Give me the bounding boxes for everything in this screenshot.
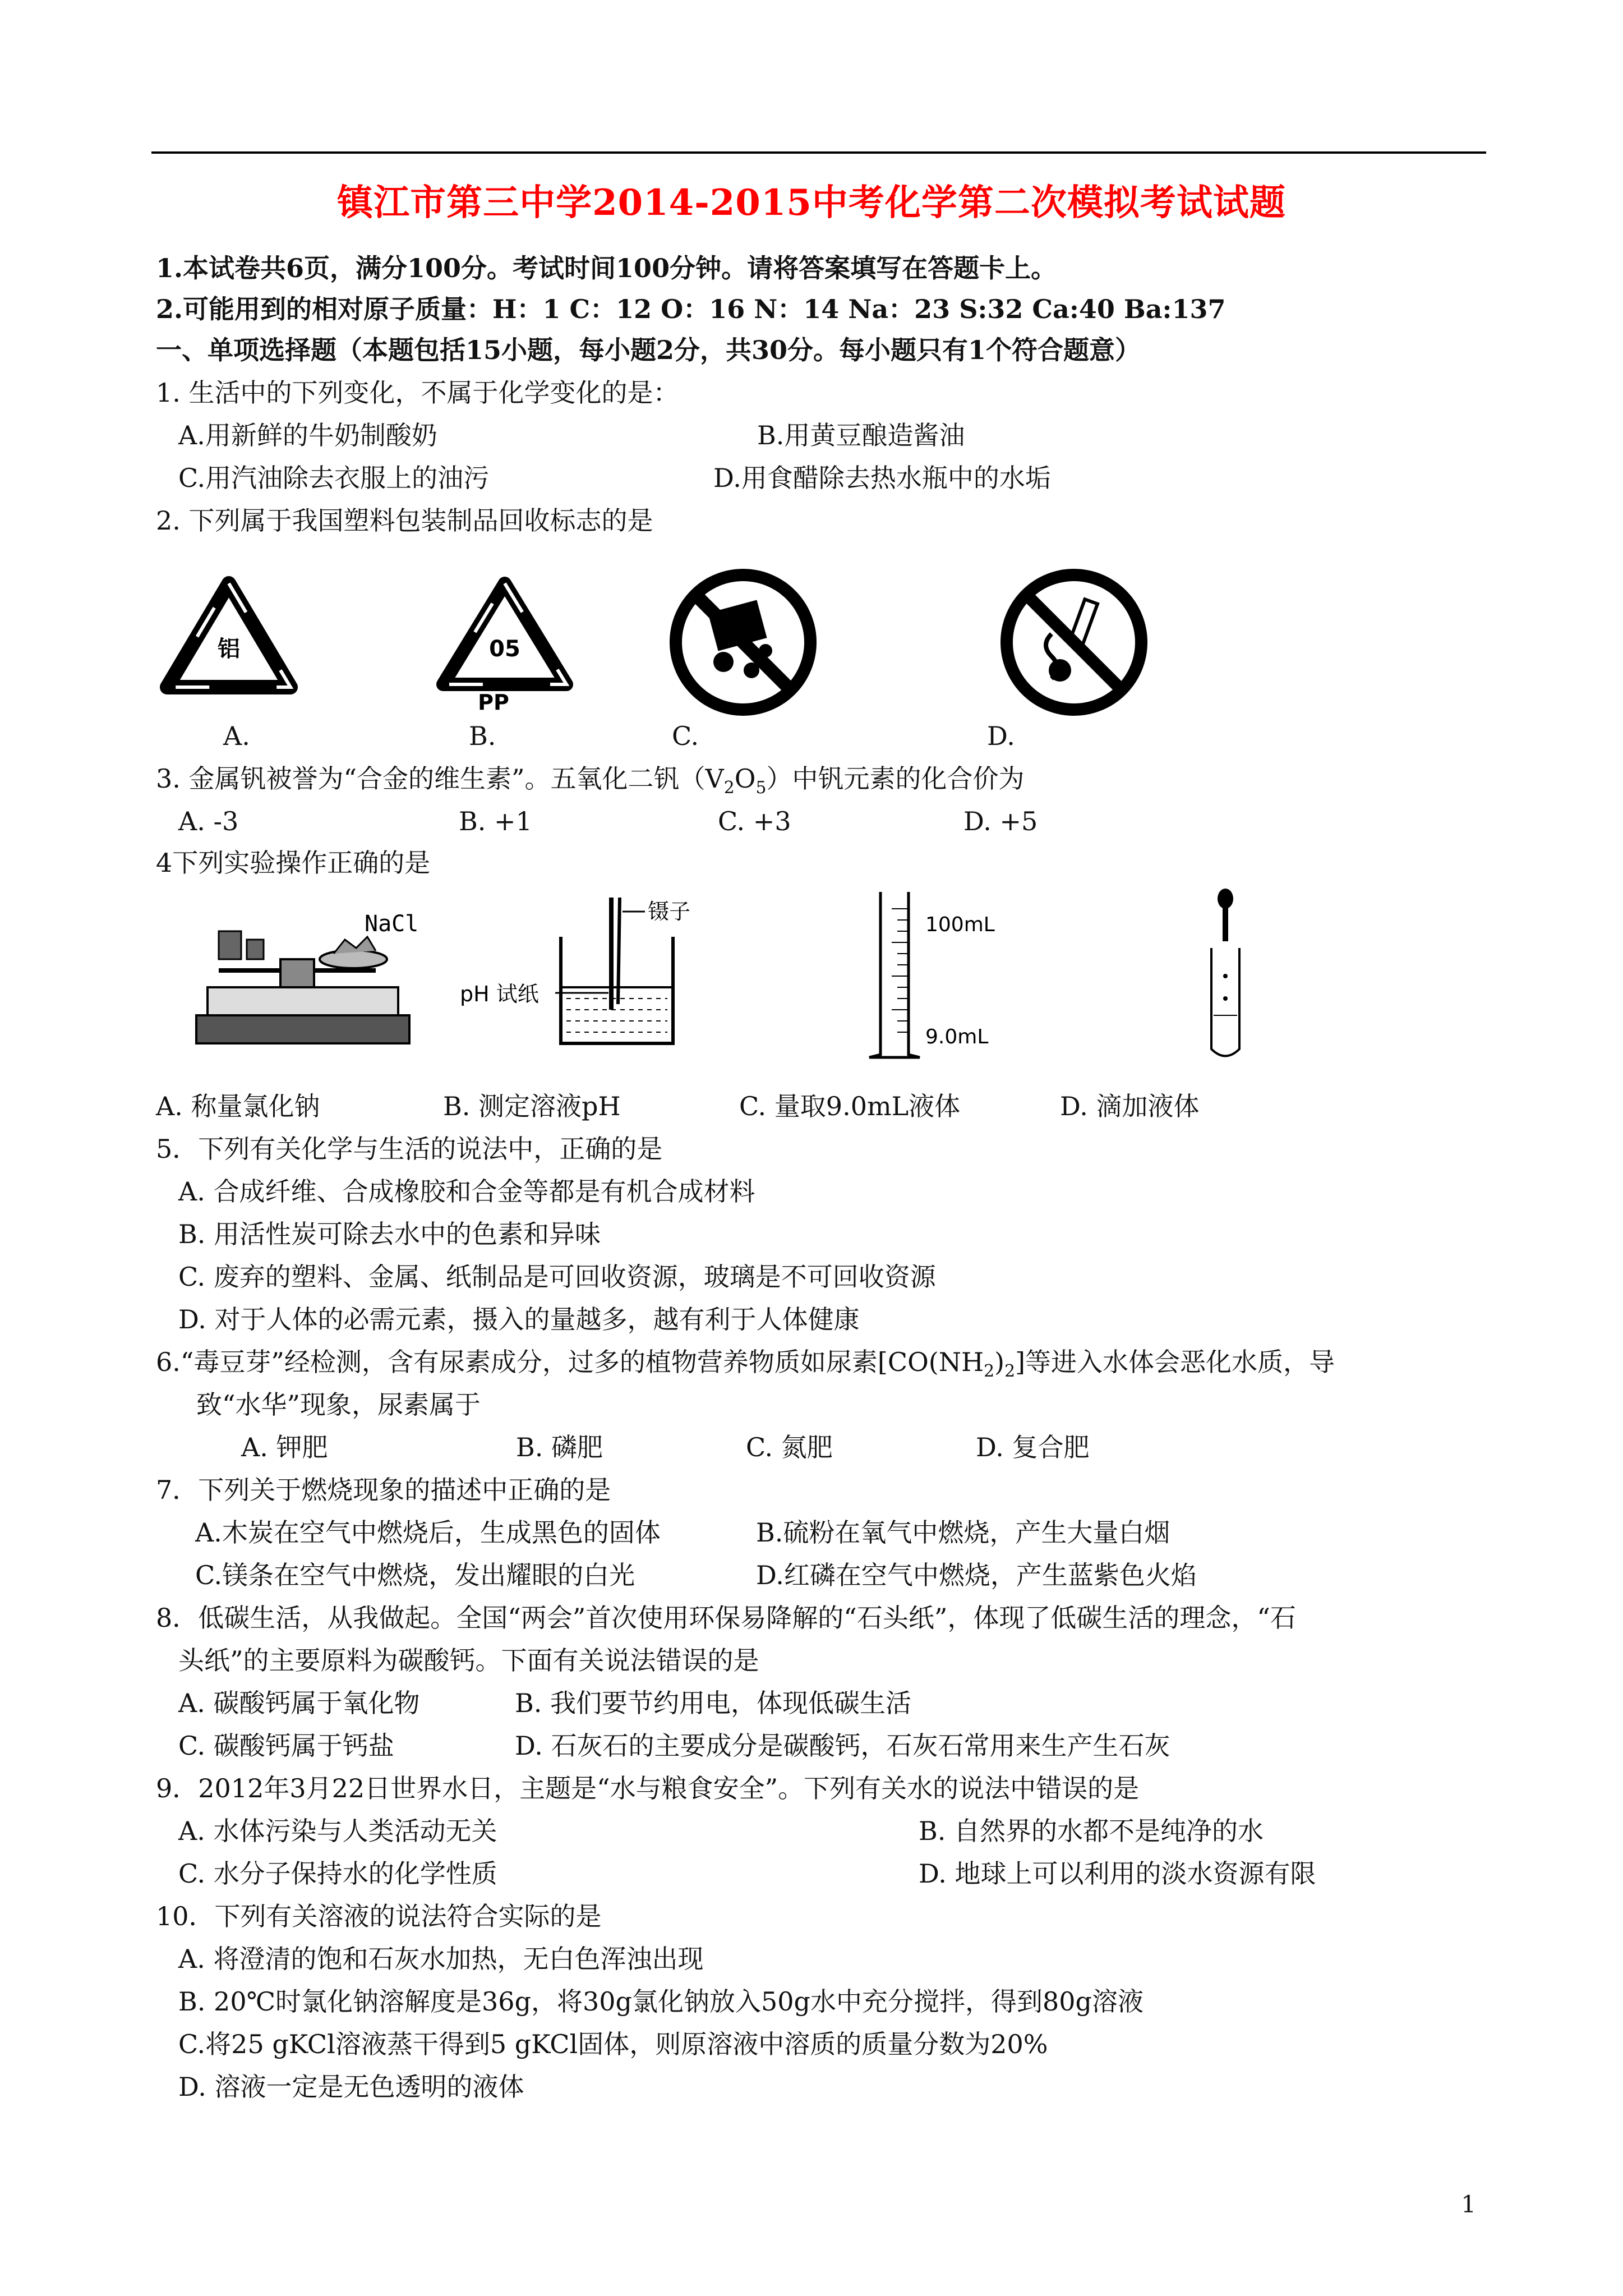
recycle-pp-icon	[432, 572, 578, 712]
q8-option-b: B. 我们要节约用电，体现低碳生活	[515, 1688, 912, 1718]
q1-option-d: D.用食醋除去热水瓶中的水垢	[713, 463, 1051, 493]
graduated-cylinder-illustration	[858, 886, 1049, 1066]
q2-stem: 2. 下列属于我国塑料包装制品回收标志的是	[156, 505, 653, 536]
q9-option-a: A. 水体污染与人类活动无关	[178, 1816, 497, 1846]
q9-stem: 9．2012年3月22日世界水日，主题是“水与粮食安全”。下列有关水的说法中错误的是	[156, 1773, 1140, 1803]
recycle-aluminum-icon	[156, 572, 302, 701]
page-title: 镇江市第三中学2014-2015中考化学第二次模拟考试试题	[337, 182, 1286, 224]
icon-a-label: 铝	[218, 636, 240, 662]
q1-option-a: A.用新鲜的牛奶制酸奶	[178, 420, 437, 450]
q1-option-b: B.用黄豆酿造酱油	[757, 420, 965, 450]
q5-option-d: D. 对于人体的必需元素，摄入的量越多，越有利于人体健康	[178, 1304, 860, 1335]
q2-option-a: A.	[223, 721, 250, 751]
q7-option-a: A.木炭在空气中燃烧后，生成黑色的固体	[195, 1517, 661, 1548]
q8-option-d: D. 石灰石的主要成分是碳酸钙，石灰石常用来生产生石灰	[515, 1731, 1170, 1761]
q5-option-a: A. 合成纤维、合成橡胶和合金等都是有机合成材料	[178, 1176, 755, 1207]
ph-paper-label: pH 试纸	[460, 982, 539, 1006]
q1-option-c: C.用汽油除去衣服上的油污	[178, 463, 490, 493]
nacl-label: NaCl	[365, 911, 419, 937]
q5-option-c: C. 废弃的塑料、金属、纸制品是可回收资源，玻璃是不可回收资源	[178, 1262, 936, 1292]
q9-option-b: B. 自然界的水都不是纯净的水	[919, 1816, 1264, 1846]
q5-stem: 5．下列有关化学与生活的说法中，正确的是	[156, 1134, 663, 1164]
q7-option-c: C.镁条在空气中燃烧，发出耀眼的白光	[195, 1560, 635, 1590]
q8-stem: 8．低碳生活，从我做起。全国“两会”首次使用环保易降解的“石头纸”，体现了低碳生活的理念，“石	[156, 1603, 1296, 1633]
q1-stem: 1. 生活中的下列变化，不属于化学变化的是：	[156, 378, 679, 408]
q9-option-d: D. 地球上可以利用的淡水资源有限	[919, 1858, 1316, 1889]
q2-option-c: C.	[672, 721, 699, 751]
page-number: 1	[1461, 2191, 1476, 2218]
note-2: 2.可能用到的相对原子质量：H：1 C：12 O：16 N：14 Na：23 S:32 Ca:40 Ba:137	[156, 294, 1226, 324]
q9-option-c: C. 水分子保持水的化学性质	[178, 1858, 497, 1889]
ph-test-illustration	[454, 892, 701, 1055]
section-heading: 一、单项选择题（本题包括15小题，每小题2分，共30分。每小题只有1个符合题意）	[156, 335, 1141, 365]
q6-stem-cont: 致“水华”现象，尿素属于	[196, 1389, 481, 1420]
q4-option-c: C. 量取9.0mL液体	[739, 1091, 961, 1121]
top-rule	[151, 151, 1486, 154]
volume-100-label: 100mL	[925, 913, 995, 936]
q7-stem: 7．下列关于燃烧现象的描述中正确的是	[156, 1475, 611, 1505]
q10-option-c: C.将25 gKCl溶液蒸干得到5 gKCl固体，则原溶液中溶质的质量分数为20%	[178, 2029, 1048, 2059]
q3-option-a: A. -3	[178, 806, 239, 836]
no-littering-icon	[667, 567, 819, 718]
q2-option-b: B.	[469, 721, 496, 751]
dropper-testtube-illustration	[1200, 886, 1251, 1066]
q10-stem: 10．下列有关溶液的说法符合实际的是	[156, 1901, 602, 1931]
q10-option-b: B. 20℃时氯化钠溶解度是36g，将30g氯化钠放入50g水中充分搅拌，得到80g溶液	[178, 1986, 1144, 2017]
q8-option-a: A. 碳酸钙属于氧化物	[178, 1688, 420, 1718]
balance-scale-illustration	[185, 903, 426, 1055]
q3-option-d: D. +5	[963, 806, 1038, 836]
tweezer-label: 镊子	[648, 899, 691, 924]
no-smoking-icon	[998, 567, 1150, 718]
q10-option-d: D. 溶液一定是无色透明的液体	[178, 2072, 524, 2102]
q7-option-b: B.硫粉在氧气中燃烧，产生大量白烟	[756, 1517, 1170, 1548]
q4-option-d: D. 滴加液体	[1060, 1091, 1200, 1121]
q5-option-b: B. 用活性炭可除去水中的色素和异味	[178, 1219, 601, 1249]
q4-stem: 4下列实验操作正确的是	[156, 848, 431, 878]
q8-stem-cont: 头纸”的主要原料为碳酸钙。下面有关说法错误的是	[178, 1645, 759, 1676]
icon-b-pp: PP	[478, 690, 509, 712]
q6-option-a: A. 钾肥	[241, 1432, 328, 1462]
q3-option-c: C. +3	[718, 806, 791, 836]
icon-b-code: 05	[489, 636, 520, 662]
q6-option-d: D. 复合肥	[976, 1432, 1090, 1462]
note-1: 1.本试卷共6页，满分100分。考试时间100分钟。请将答案填写在答题卡上。	[156, 253, 1057, 283]
q3-option-b: B. +1	[459, 806, 532, 836]
q4-option-b: B. 测定溶液pH	[443, 1091, 621, 1121]
q4-option-a: A. 称量氯化钠	[156, 1091, 320, 1121]
volume-9-label: 9.0mL	[925, 1025, 989, 1048]
q6-option-b: B. 磷肥	[516, 1432, 603, 1462]
q7-option-d: D.红磷在空气中燃烧，产生蓝紫色火焰	[756, 1560, 1197, 1590]
q10-option-a: A. 将澄清的饱和石灰水加热，无白色浑浊出现	[178, 1944, 704, 1974]
q2-option-d: D.	[987, 721, 1015, 751]
q6-option-c: C. 氮肥	[746, 1432, 833, 1462]
q3-stem: 3. 金属钒被誉为“合金的维生素”。五氧化二钒$(V_2O_5)$中钒元素的化合价为	[156, 763, 1025, 798]
q6-stem: 6.“毒豆芽”经检测，含有尿素成分，过多的植物营养物质如尿素$[CO(NH_2)_2]$等进入水体会恶化水质，导	[156, 1347, 1335, 1382]
q8-option-c: C. 碳酸钙属于钙盐	[178, 1731, 394, 1761]
